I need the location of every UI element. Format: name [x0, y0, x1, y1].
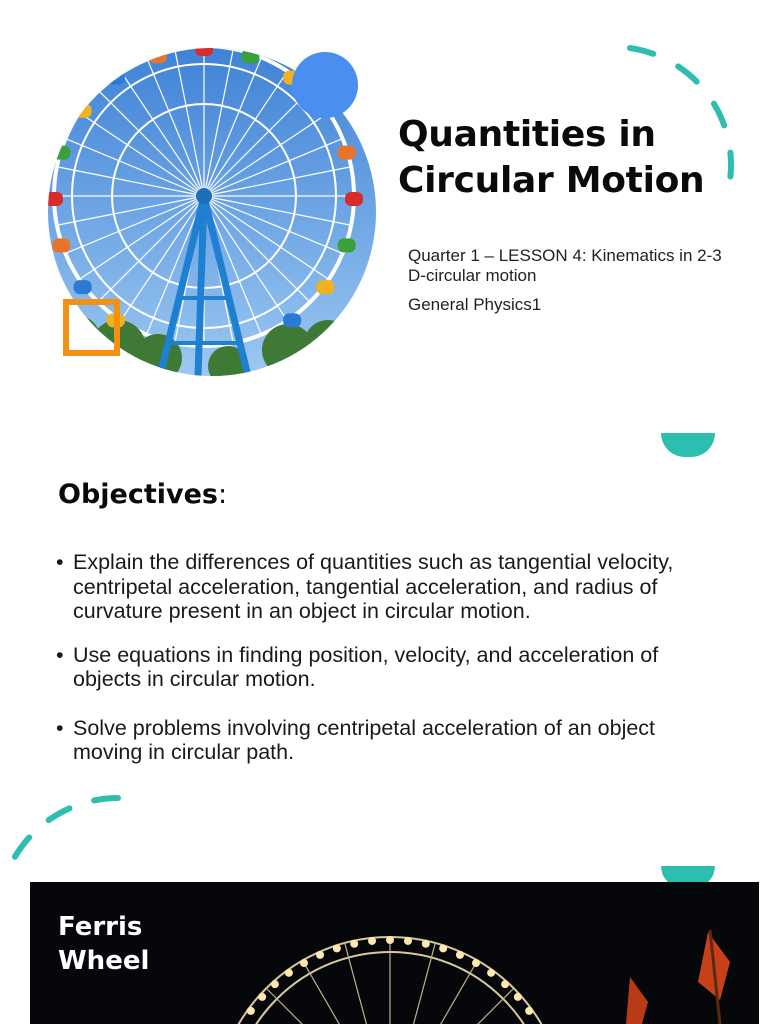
gondola: [74, 280, 92, 294]
gondola: [283, 313, 301, 327]
night-title-line-1: Ferris: [58, 912, 143, 942]
gondola: [195, 48, 213, 56]
orange-square-outline: [63, 299, 120, 356]
gondola: [52, 146, 70, 160]
gondola: [316, 280, 334, 294]
title-line-2: Circular Motion: [398, 160, 705, 201]
objective-item: • Solve problems involving centripetal acceleration of an object moving in circular path.: [56, 716, 716, 765]
course-subtitle: General Physics1: [408, 295, 542, 314]
gondola: [74, 104, 92, 118]
dashed-arc-decoration: [600, 30, 750, 190]
gondola: [241, 49, 259, 63]
rim-light: [350, 940, 358, 948]
objective-item: • Use equations in finding position, velocity, and acceleration of objects in circular motion.: [56, 643, 716, 692]
title-line-1: Quantities in: [398, 114, 656, 155]
lesson-subtitle: Quarter 1 – LESSON 4: Kinematics in 2-3 D-circular motion: [408, 246, 722, 285]
gondola: [107, 71, 125, 85]
rim-light: [439, 944, 447, 952]
rim-light: [456, 951, 464, 959]
rim-light: [258, 993, 266, 1001]
rim-light: [501, 980, 509, 988]
rim-light: [316, 951, 324, 959]
rim-light: [285, 969, 293, 977]
rim-light: [472, 959, 480, 967]
gondola: [48, 192, 63, 206]
gondola: [345, 192, 363, 206]
night-slide-title: [58, 910, 149, 978]
night-ferris-wheel-panel: [30, 882, 759, 1024]
teal-half-circle: [661, 433, 715, 457]
objective-item: • Explain the differences of quantities such as tangential velocity, centripetal acceleration, tangential acceleration, and radius of curvature present in an object in circular motion.: [56, 550, 716, 624]
objectives-heading-text: Objectives: [58, 479, 218, 510]
rim-light: [422, 940, 430, 948]
gondola: [52, 238, 70, 252]
blue-accent-circle: [292, 52, 358, 118]
rim-light: [368, 937, 376, 945]
gondola: [149, 49, 167, 63]
night-title-line-2: Wheel: [58, 946, 150, 976]
gondola: [338, 146, 356, 160]
rim-light: [514, 993, 522, 1001]
objectives-heading: [58, 478, 227, 512]
rim-light: [333, 944, 341, 952]
rim-light: [271, 980, 279, 988]
rim-light: [386, 936, 394, 944]
rim-light: [300, 959, 308, 967]
objectives-list: [56, 550, 716, 765]
rim-light: [404, 937, 412, 945]
rim-light: [247, 1007, 255, 1015]
dashed-arc-decoration-bottom: [0, 790, 140, 880]
objectives-heading-colon: :: [218, 479, 228, 510]
rim-light: [525, 1007, 533, 1015]
rim-light: [487, 969, 495, 977]
gondola: [338, 238, 356, 252]
